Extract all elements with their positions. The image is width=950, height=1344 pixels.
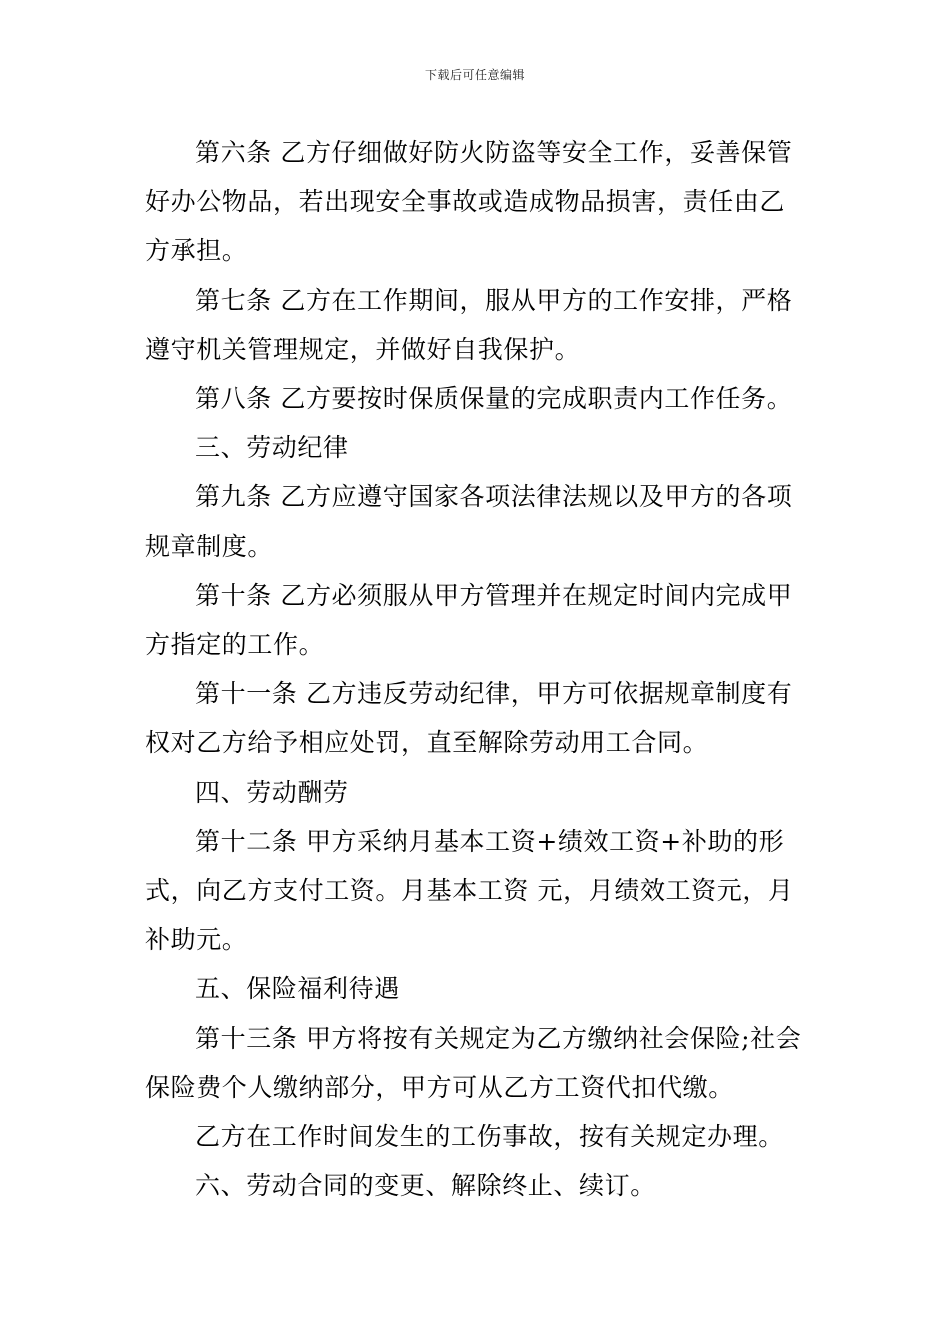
article-10-paragraph: 第十条 乙方必须服从甲方管理并在规定时间内完成甲方指定的工作。 <box>145 580 793 660</box>
article-6-paragraph: 第六条 乙方仔细做好防火防盗等安全工作，妥善保管好办公物品，若出现安全事故或造成物品损害，责任由乙方承担。 <box>145 138 793 266</box>
header-note: 下载后可任意编辑 <box>424 68 525 82</box>
article-13-paragraph: 第十三条 甲方将按有关规定为乙方缴纳社会保险;社会保险费个人缴纳部分，甲方可从乙方工资代扣代缴。 <box>145 1023 802 1102</box>
document-body <box>145 128 810 1210</box>
article-7-paragraph: 第七条 乙方在工作期间，服从甲方的工作安排，严格遵守机关管理规定，并做好自我保护。 <box>145 285 793 364</box>
article-12-paragraph: 第十二条 甲方采纳月基本工资+绩效工资+补助的形式，向乙方支付工资。月基本工资 元，月绩效工资元，月补助元。 <box>145 826 794 955</box>
section-heading-contract-changes: 六、劳动合同的变更、解除终止、续订。 <box>195 1171 656 1201</box>
section-heading-insurance-welfare: 五、保险福利待遇 <box>195 974 400 1004</box>
section-heading-labor-discipline: 三、劳动纪律 <box>195 433 349 463</box>
section-heading-labor-remuneration: 四、劳动酬劳 <box>195 777 349 807</box>
article-11-paragraph: 第十一条 乙方违反劳动纪律，甲方可依据规章制度有权对乙方给予相应处罚，直至解除劳动用工合同。 <box>145 679 793 758</box>
article-8-paragraph: 第八条 乙方要按时保质保量的完成职责内工作任务。 <box>195 384 793 414</box>
article-9-paragraph: 第九条 乙方应遵守国家各项法律法规以及甲方的各项规章制度。 <box>145 482 793 561</box>
work-injury-paragraph: 乙方在工作时间发生的工伤事故，按有关规定办理。 <box>195 1122 784 1152</box>
